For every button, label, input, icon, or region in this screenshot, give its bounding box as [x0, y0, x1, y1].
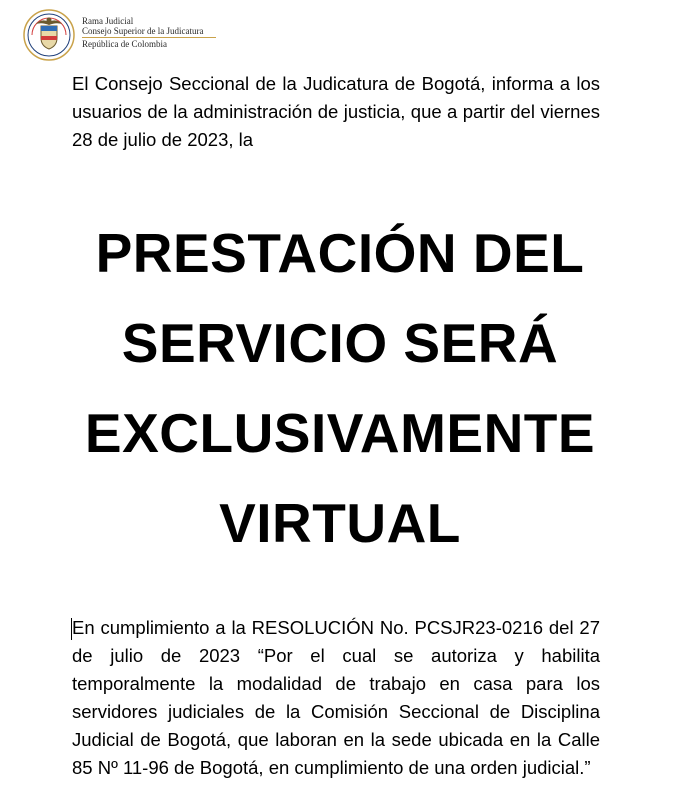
headline-line-4: VIRTUAL: [219, 492, 461, 554]
header-divider: [82, 37, 216, 38]
headline-line-2: SERVICIO SERÁ: [121, 312, 559, 374]
org-line-consejo-superior: Consejo Superior de la Judicatura: [82, 26, 204, 36]
organization-name: [82, 16, 222, 49]
org-line-rama-judicial: Rama Judicial: [82, 16, 134, 26]
intro-paragraph: El Consejo Seccional de la Judicatura de Bogotá, informa a los usuarios de la administración de justicia, que a partir del viernes 28 de julio de 2023, la: [72, 73, 600, 150]
announcement-headline: [40, 208, 640, 568]
org-line-republica: República de Colombia: [82, 39, 167, 49]
document-header: [22, 8, 222, 64]
resolution-paragraph[interactable]: En cumplimiento a la RESOLUCIÓN No. PCSJR23-0216 del 27 de julio de 2023 “Por el cual se autoriza y habilita temporalmente la modalidad de trabajo en casa para los servidores judiciales de la Comisión Seccional de Disciplina Judicial de Bogotá, que laboran en la sede ubicada en la Calle 85 Nº 11-96 de Bogotá, en cumplimiento de una orden judicial.”: [72, 617, 600, 778]
headline-line-3: EXCLUSIVAMENTE: [84, 402, 596, 464]
coat-of-arms-seal-icon: [22, 8, 76, 62]
headline-line-1: PRESTACIÓN DEL: [95, 222, 585, 284]
